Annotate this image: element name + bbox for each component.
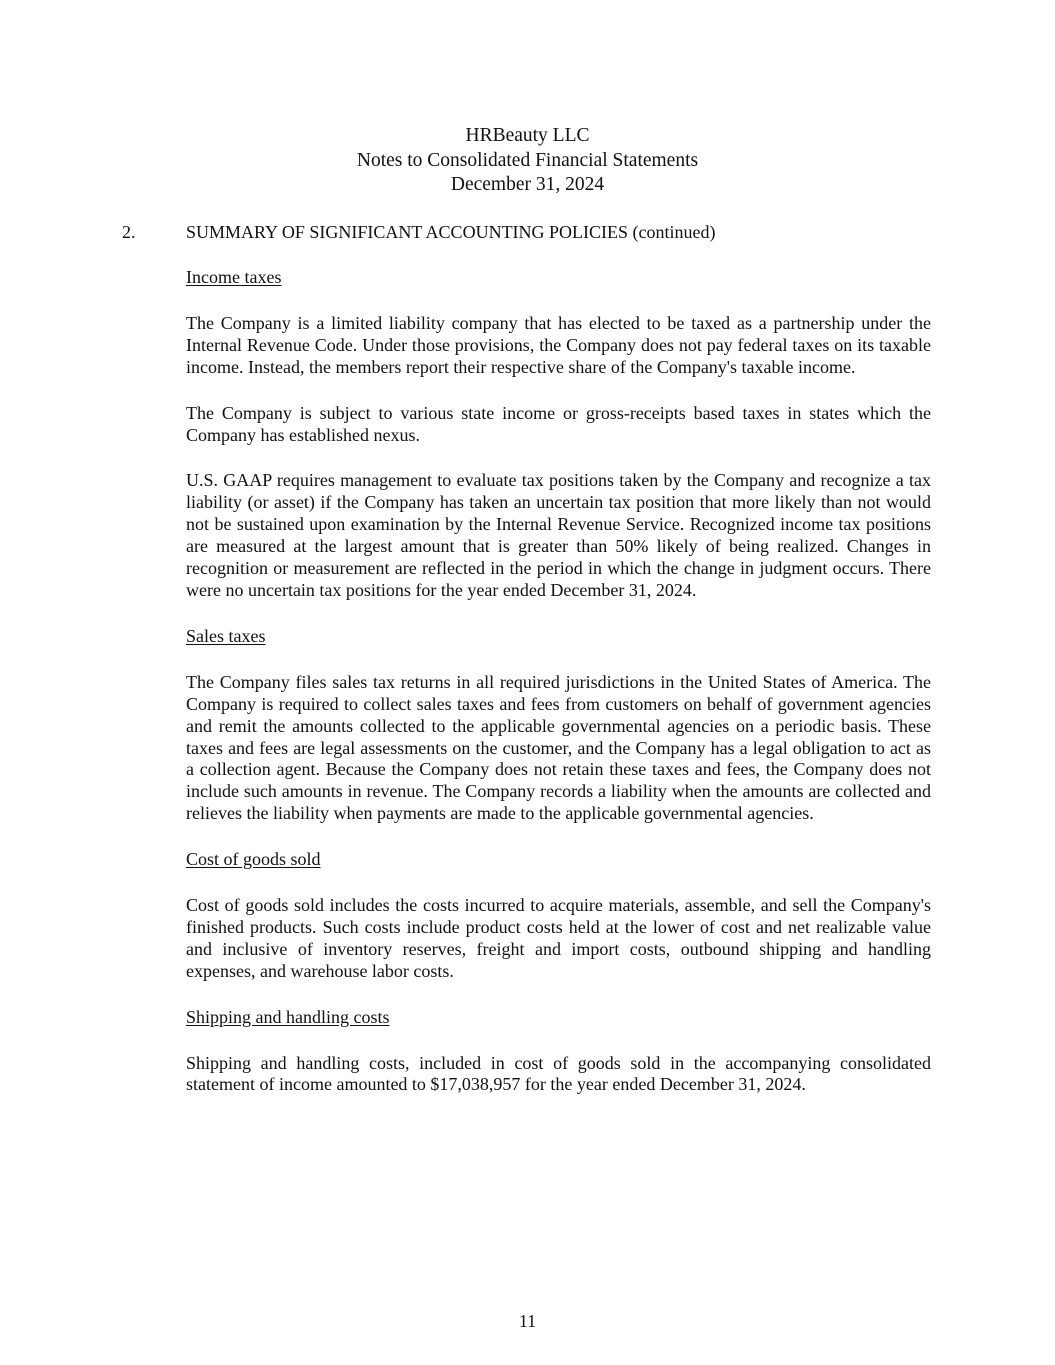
shipping-handling-paragraph-1: Shipping and handling costs, included in cost of goods sold in the accompanying consolidated statement of income amounted to $17,038,957 for the year ended December 31, 2024. (186, 1052, 931, 1095)
sales-taxes-paragraph-1: The Company files sales tax returns in all required jurisdictions in the United States of America. The Company is required to collect sales taxes and fees from customers on behalf of government agencies and remit the amounts collected to the applicable governmental agencies on a periodic basis. These taxes and fees are legal assessments on the customer, and the Company has a legal obligation to act as a collection agent. Because the Company does not retain these taxes and fees, the Company does not include such amounts in revenue. The Company records a liability when the amounts are collected and relieves the liability when payments are made to the applicable governmental agencies. (186, 671, 931, 824)
document-header (0, 124, 1055, 198)
company-name: HRBeauty LLC (465, 125, 590, 146)
page-number: 11 (518, 1311, 537, 1331)
cost-of-goods-sold-paragraph-1: Cost of goods sold includes the costs incurred to acquire materials, assemble, and sell the Company's finished products. Such costs include product costs held at the lower of cost and net realizable value and inclusive of inventory reserves, freight and import costs, outbound shipping and handling expenses, and warehouse labor costs. (186, 895, 931, 981)
section-heading (122, 221, 716, 243)
document-title: Notes to Consolidated Financial Statements (356, 149, 699, 171)
shipping-handling-heading: Shipping and handling costs (186, 1006, 390, 1027)
sales-taxes-heading: Sales taxes (186, 625, 266, 646)
section-number: 2. (122, 222, 136, 242)
income-taxes-paragraph-3: U.S. GAAP requires management to evaluate tax positions taken by the Company and recognize a tax liability (or asset) if the Company has taken an uncertain tax position that more likely than not would not be sustained upon examination by the Internal Revenue Service. Recognized income tax positions are measured at the largest amount that is greater than 50% likely of being realized. Changes in recognition or measurement are reflected in the period in which the change in judgment occurs. There were no uncertain tax positions for the year ended December 31, 2024. (186, 470, 931, 600)
statement-date: December 31, 2024 (450, 174, 605, 195)
income-taxes-paragraph-1: The Company is a limited liability company that has elected to be taxed as a partnership under the Internal Revenue Code. Under those provisions, the Company does not pay federal taxes on its taxable income. Instead, the members report their respective share of the Company's taxable income. (186, 312, 931, 377)
notes-body (186, 267, 931, 1120)
section-title: SUMMARY OF SIGNIFICANT ACCOUNTING POLICIES (continued) (186, 222, 716, 242)
income-taxes-paragraph-2: The Company is subject to various state income or gross-receipts based taxes in states which the Company has established nexus. (186, 402, 931, 445)
cost-of-goods-sold-heading: Cost of goods sold (186, 849, 321, 870)
income-taxes-heading: Income taxes (186, 267, 282, 287)
